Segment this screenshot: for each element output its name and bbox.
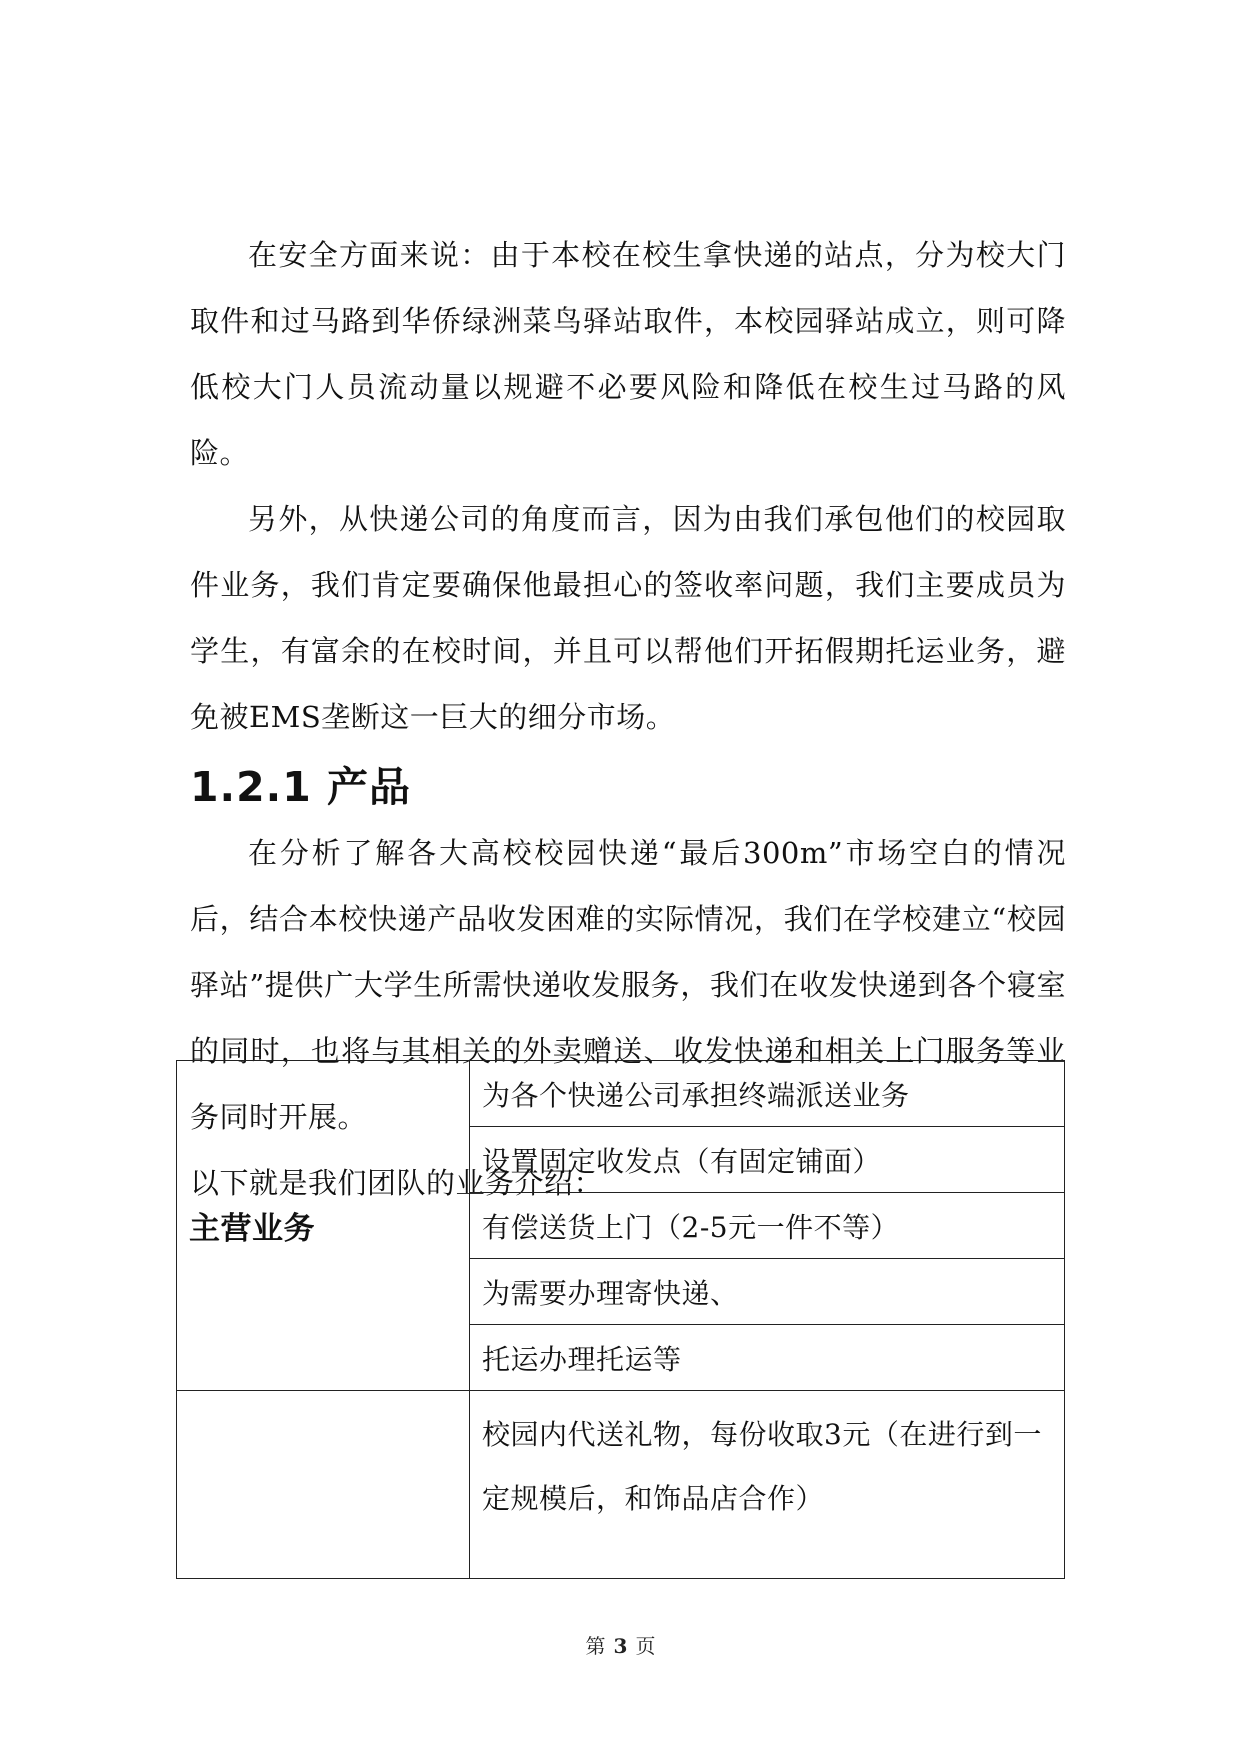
table-cell: 为需要办理寄快递、: [470, 1259, 1065, 1325]
page-footer: [0, 1630, 1241, 1659]
table-cell: 托运办理托运等: [470, 1325, 1065, 1391]
paragraph-safety: 在安全方面来说：由于本校在校生拿快递的站点，分为校大门取件和过马路到华侨绿洲菜鸟驿站取件，本校园驿站成立，则可降低校大门人员流动量以规避不必要风险和降低在校生过马路的风险。: [190, 238, 1066, 470]
table-cell: 为各个快递公司承担终端派送业务: [470, 1061, 1065, 1127]
business-table: [176, 1060, 1065, 1579]
paragraph-courier: 另外，从快递公司的角度而言，因为由我们承包他们的校园取件业务，我们肯定要确保他最担心的签收率问题，我们主要成员为学生，有富余的在校时间，并且可以帮他们开拓假期托运业务，避免被EMS垄断这一巨大的细分市场。: [190, 502, 1066, 734]
page-number: 3: [613, 1634, 628, 1658]
table-cell: 设置固定收发点（有固定铺面）: [470, 1127, 1065, 1193]
table-cell: 有偿送货上门（2-5元一件不等）: [470, 1193, 1065, 1259]
table-cell: 校园内代送礼物，每份收取3元（在进行到一定规模后，和饰品店合作）: [470, 1391, 1065, 1579]
table-row: [177, 1391, 1065, 1579]
paragraph-intro: 在分析了解各大高校校园快递“最后300m”市场空白的情况后，结合本校快递产品收发困难的实际情况，我们在学校建立“校园驿站”提供广大学生所需快递收发服务，我们在收发快递到各个寝室的同时，也将与其相关的外卖赠送、收发快递和相关上门服务等业务同时开展。: [190, 836, 1066, 1134]
table-row: [177, 1061, 1065, 1127]
category-secondary: [177, 1391, 470, 1579]
paragraph-lead: 以下就是我们团队的业务介绍：: [190, 1166, 604, 1200]
footer-prefix: 第: [585, 1634, 606, 1658]
footer-suffix: 页: [635, 1634, 656, 1658]
category-main: 主营业务: [177, 1061, 470, 1391]
section-heading: 1.2.1 产品: [190, 763, 412, 811]
